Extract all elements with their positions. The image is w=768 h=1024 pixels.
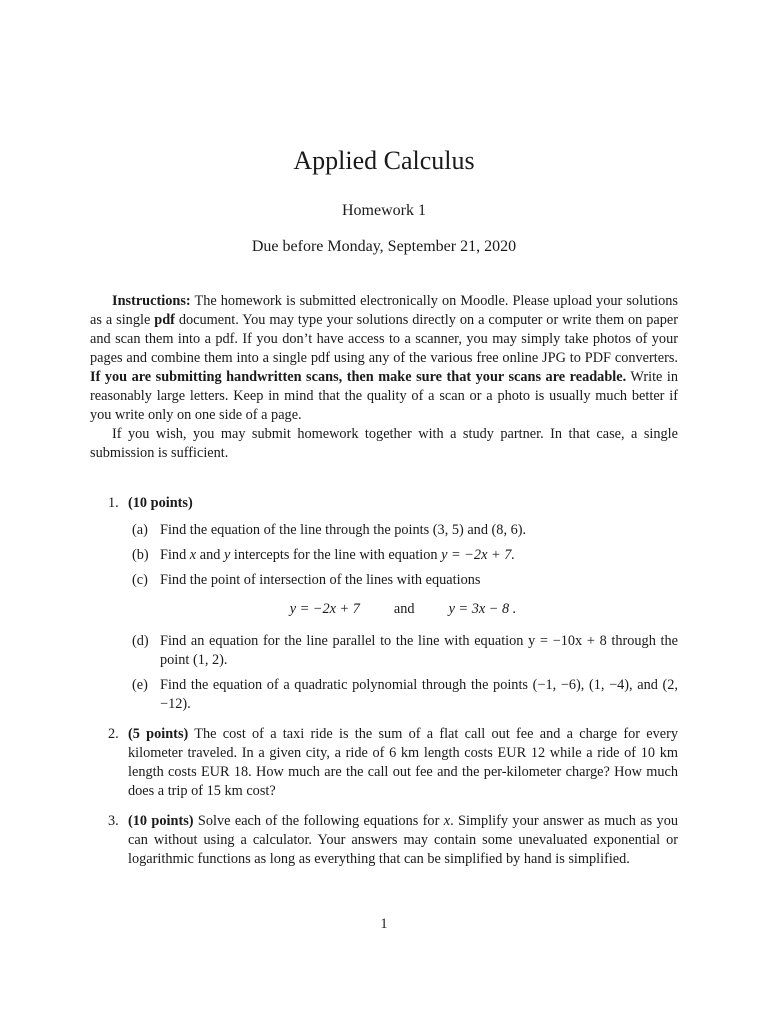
problem-text-post: . Simplify your answer as much as you can without using a calculator. Your answers may contain some unevaluated exponential or logarithmic functions as long as everything that can be simplified by hand is simplified. [128,813,678,867]
part-text: Find the point of intersection of the lines with equations [160,572,481,588]
instructions-text-2: document. You may type your solutions directly on a computer or write them on paper and scan them into a pdf. If you don’t have access to a scanner, you may simply take photos of your pages and combine them into a single pdf using any of the various free online JPG to PDF converters. [90,312,678,366]
part-label: (b) [132,547,149,563]
study-partner-paragraph: If you wish, you may submit homework together with a study partner. In that case, a single submission is sufficient. [90,426,678,461]
problem-list [90,494,678,880]
part-label: (e) [132,677,148,693]
instructions-text-3: Write in reasonably large letters. Keep in mind that the quality of a scan or a photo is usually much better if you write only on one side of a page. [90,369,679,423]
part-a [128,521,678,540]
problem-1-parts [128,521,678,714]
part-c [128,571,678,590]
part-d [128,632,678,670]
problem-text-pre: Solve each of the following equations for [193,813,444,829]
problem-2 [90,725,678,801]
problem-points: (10 points) [128,813,194,829]
part-label: (d) [132,633,149,649]
problem-number: 2. [108,726,119,742]
part-e [128,676,678,714]
problem-number: 3. [108,813,119,829]
homework-number: Homework 1 [342,202,426,219]
and-word: and [393,601,415,617]
part-text: Find the equation of the line through the points (3, 5) and (8, 6). [160,522,527,538]
readable-warning: If you are submitting handwritten scans, then make sure that your scans are readable. [90,369,627,385]
part-text: Find the equation of a quadratic polynomial through the points (−1, −6), (1, −4), and (2, −12). [160,677,678,712]
part-label: (c) [132,572,148,588]
document-page [90,0,678,1024]
due-date: Due before Monday, September 21, 2020 [251,238,517,255]
part-text-mid: intercepts for the line with equation [230,547,442,563]
problem-number: 1. [108,495,119,511]
problem-1 [90,494,678,714]
instructions-paragraph [90,292,678,425]
part-text: Find an equation for the line parallel to the line with equation y = −10x + 8 through the point (1, 2). [160,633,678,668]
problem-points: (5 points) [128,726,189,742]
problem-3 [90,812,678,869]
variable-y: y [223,547,231,563]
pdf-keyword: pdf [154,312,175,328]
display-equations [128,600,678,619]
part-label: (a) [132,522,148,538]
instructions-label: Instructions: [112,293,191,309]
instructions-text-1: The homework is submitted electronically on Moodle. Please upload your solutions as a single [90,293,678,328]
part-text-mid: and [196,547,224,563]
part-text-pre: Find [160,547,190,563]
part-b [128,546,678,565]
variable-x: x [189,547,197,563]
problem-points: (10 points) [128,495,193,511]
variable-x: x [443,813,451,829]
page-number: 1 [380,916,388,932]
page-title: Applied Calculus [293,146,475,175]
problem-text: The cost of a taxi ride is the sum of a flat call out fee and a charge for every kilometer traveled. In a given city, a ride of 6 km length costs EUR 12 while a ride of 10 km length costs EUR 18. How much are the call out fee and the per-kilometer charge? How much does a trip of 15 km cost? [128,726,678,799]
instructions-block [90,292,678,463]
equation-2: y = 3x − 8 . [448,601,517,617]
equation-1: y = −2x + 7 [289,601,360,617]
equation: y = −2x + 7. [441,547,515,563]
